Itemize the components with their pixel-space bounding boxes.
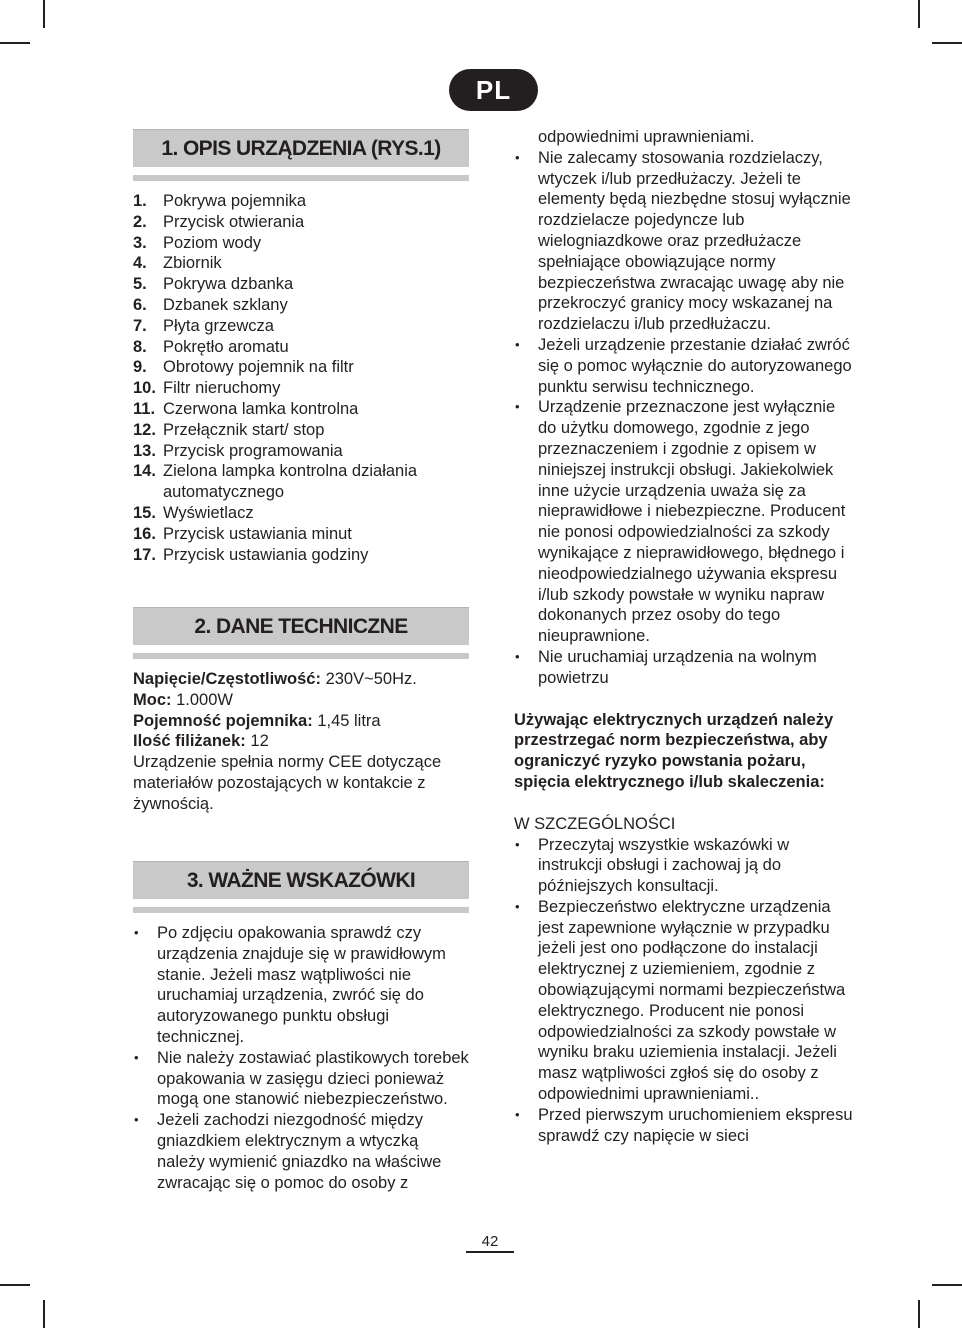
list-item: • Jeżeli urządzenie przestanie działać zwróć się o pomoc wyłącznie do autoryzowanego punktu serwisu technicznego.	[514, 335, 854, 397]
list-item	[133, 357, 469, 378]
section-title-description: 1. OPIS URZĄDZENIA (RYS.1)	[133, 129, 469, 167]
list-item: • Przed pierwszym uruchomieniem ekspresu sprawdź czy napięcie w sieci	[514, 1105, 854, 1147]
section-important-notes	[133, 861, 469, 1193]
list-item: • Przeczytaj wszystkie wskazówki w instrukcji obsługi i zachowaj ją do późniejszych konsultacji.	[514, 835, 854, 897]
item-number: 13.	[133, 441, 156, 460]
list-item: • Nie należy zostawiać plastikowych torebek opakowania w zasięgu dzieci ponieważ mogą one stanowić niebezpieczeństwo.	[133, 1048, 469, 1110]
list-item	[133, 233, 469, 254]
list-item: • Nie uruchamiaj urządzenia na wolnym powietrzu	[514, 647, 854, 689]
section-title-technical-data: 2. DANE TECHNICZNE	[133, 607, 469, 645]
section-rule	[133, 653, 469, 659]
item-number: 8.	[133, 337, 147, 356]
item-number: 17.	[133, 545, 156, 564]
item-number: 12.	[133, 420, 156, 439]
list-item	[133, 316, 469, 337]
section-rule	[133, 907, 469, 913]
item-number: 4.	[133, 254, 147, 273]
parts-list	[133, 191, 469, 565]
spec-value: 12	[250, 732, 269, 751]
list-item: • Po zdjęciu opakowania sprawdź czy urządzenia znajduje się w prawidłowym stanie. Jeżeli masz wątpliwości nie uruchamiaj urządzenia, zwróć się do autoryzowanego punktu obsługi technicznej.	[133, 923, 469, 1048]
list-item	[133, 420, 469, 441]
list-item	[133, 461, 469, 503]
section-title-important-notes: 3. WAŻNE WSKAZÓWKI	[133, 861, 469, 899]
spec-voltage	[133, 669, 469, 690]
item-label: Filtr nieruchomy	[163, 379, 281, 398]
list-item	[133, 191, 469, 212]
item-number: 11.	[133, 399, 156, 418]
list-item	[133, 545, 469, 566]
list-item	[133, 378, 469, 399]
list-item	[133, 274, 469, 295]
crop-mark	[0, 1284, 30, 1286]
item-label: Obrotowy pojemnik na filtr	[163, 358, 354, 377]
list-item	[133, 399, 469, 420]
list-item	[133, 253, 469, 274]
item-label: Pokrętło aromatu	[163, 337, 289, 356]
item-label: Przełącznik start/ stop	[163, 420, 325, 439]
item-number: 6.	[133, 295, 147, 314]
spec-power	[133, 690, 469, 711]
page-number-rule	[466, 1251, 514, 1253]
notes-list-continued	[514, 148, 854, 689]
list-item	[133, 503, 469, 524]
item-label: Zbiornik	[163, 254, 222, 273]
item-label: Przycisk programowania	[163, 441, 343, 460]
right-column	[514, 127, 854, 1146]
notes-list	[133, 923, 469, 1193]
crop-mark	[918, 1300, 920, 1328]
crop-mark	[43, 1300, 45, 1328]
item-number: 5.	[133, 275, 147, 294]
safety-warning: Używając elektrycznych urządzeń należy przestrzegać norm bezpieczeństwa, aby ograniczyć ryzyko powstania pożaru, spięcia elektrycznego i/lub skaleczenia:	[514, 710, 834, 791]
item-label: Przycisk ustawiania minut	[163, 524, 352, 543]
list-item: • Bezpieczeństwo elektryczne urządzenia jest zapewnione wyłącznie w przypadku jeżeli jest ono podłączone do instalacji elektrycznej z uziemieniem, zgodnie z obowiązującymi normami bezpieczeństwa elektrycznego. Producent nie ponosi odpowiedzialności za szkody powstałe w wyniku braku uziemienia instalacji. Jeżeli masz wątpliwości zgłoś się do osoby z odpowiednimi uprawnieniami..	[514, 897, 854, 1105]
item-label: Zielona lampka kontrolna działania automatycznego	[163, 462, 418, 502]
item-label: Płyta grzewcza	[163, 316, 274, 335]
section-rule	[133, 175, 469, 181]
item-number: 15.	[133, 503, 156, 522]
conformity-note: Urządzenie spełnia normy CEE dotyczące materiałów pozostających w kontakcie z żywnością.	[133, 753, 442, 813]
spec-value: 230V~50Hz.	[325, 670, 417, 688]
spec-cups	[133, 731, 469, 752]
list-item	[133, 212, 469, 233]
spec-value: 1,45 litra	[317, 711, 381, 730]
spec-label: Napięcie/Częstotliwość:	[133, 670, 321, 688]
list-item	[133, 441, 469, 462]
list-item: • Urządzenie przeznaczone jest wyłącznie do użytku domowego, zgodnie z jego przeznaczeniem i zgodnie z opisem w niniejszej instrukcji obsługi. Jakiekolwiek inne użycie urządzenia uważa się za nieprawidłowe i niebezpieczne. Producent nie ponosi odpowiedzialności za szkody wynikające z nieprawidłowego, błędnego i nieodpowiedzialnego używania ekspresu i/lub szkody powstałe w wyniku napraw dokonanych przez osoby do tego nieuprawnione.	[514, 397, 854, 647]
item-number: 9.	[133, 358, 147, 377]
spec-value: 1.000W	[176, 690, 233, 709]
item-number: 1.	[133, 192, 147, 210]
item-label: Czerwona lamka kontrolna	[163, 399, 359, 418]
spec-label: Ilość filiżanek:	[133, 732, 246, 751]
spec-label: Pojemność pojemnika:	[133, 711, 313, 730]
list-item	[133, 337, 469, 358]
list-item	[133, 295, 469, 316]
spec-capacity	[133, 711, 469, 732]
item-label: Poziom wody	[163, 233, 262, 252]
item-number: 16.	[133, 524, 156, 543]
spec-block	[133, 669, 469, 815]
subheading: W SZCZEGÓLNOŚCI	[514, 814, 676, 833]
item-number: 10.	[133, 379, 156, 398]
item-label: Przycisk otwierania	[163, 212, 305, 231]
item-label: Przycisk ustawiania godziny	[163, 545, 369, 564]
crop-mark	[43, 0, 45, 28]
crop-mark	[932, 42, 962, 44]
section-description	[133, 129, 469, 565]
item-number: 2.	[133, 212, 147, 231]
list-item	[133, 524, 469, 545]
continuation-text: odpowiednimi uprawnieniami.	[538, 128, 755, 146]
item-number: 7.	[133, 316, 147, 335]
item-label: Dzbanek szklany	[163, 295, 288, 314]
section-technical-data	[133, 607, 469, 815]
item-number: 14.	[133, 462, 156, 481]
crop-mark	[932, 1284, 962, 1286]
item-label: Wyświetlacz	[163, 503, 254, 522]
crop-mark	[0, 42, 30, 44]
item-label: Pokrywa dzbanka	[163, 275, 294, 294]
language-badge: PL	[449, 69, 538, 111]
specific-notes-list	[514, 835, 854, 1147]
list-item: • Jeżeli zachodzi niezgodność między gniazdkiem elektrycznym a wtyczką należy wymienić gniazdko na właściwe zwracając się o pomoc do osoby z	[133, 1110, 469, 1193]
spec-label: Moc:	[133, 690, 172, 709]
list-item: • Nie zalecamy stosowania rozdzielaczy, wtyczek i/lub przedłużaczy. Jeżeli te elementy będą niezbędne stosuj wyłącznie rozdzielacze pojedyncze lub wielogniazdkowe oraz przedłużacze spełniające obowiązujące normy bezpieczeństwa zwracając uwagę aby nie przekroczyć granicy mocy wskazanej na rozdzielaczu i/lub przedłużaczu.	[514, 148, 854, 335]
item-number: 3.	[133, 233, 147, 252]
item-label: Pokrywa pojemnika	[163, 192, 307, 210]
crop-mark	[918, 0, 920, 28]
page-number: 42	[481, 1233, 499, 1250]
